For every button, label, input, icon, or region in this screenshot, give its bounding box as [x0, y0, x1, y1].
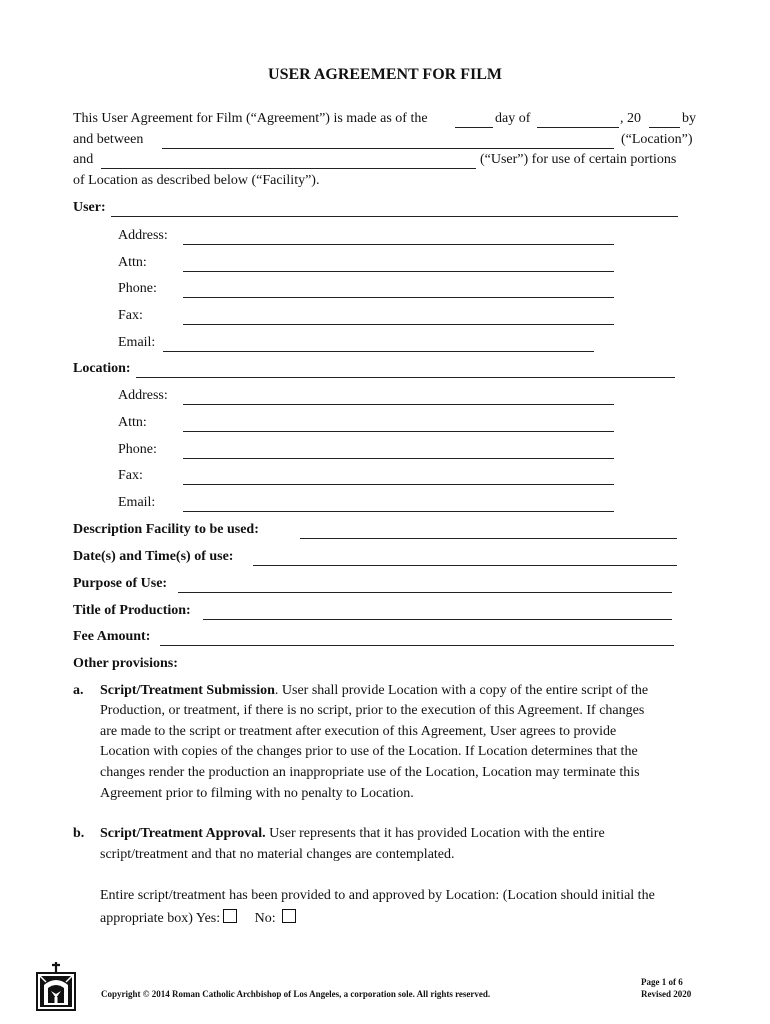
- location-phone-blank[interactable]: [183, 458, 614, 459]
- provision-a-heading: Script/Treatment Submission: [100, 683, 275, 698]
- month-blank[interactable]: [537, 127, 619, 128]
- location-fax-blank[interactable]: [183, 484, 614, 485]
- copyright-notice: Copyright © 2014 Roman Catholic Archbishop of Los Angeles, a corporation sole. All rights reserved.: [101, 989, 491, 999]
- fee-label: Fee Amount:: [73, 629, 151, 644]
- provision-a-line-5: changes render the production an inappropriate use of the Location, Location may terminate this: [100, 765, 640, 780]
- location-name-blank[interactable]: [162, 148, 614, 149]
- provision-a-line-1: [100, 683, 648, 699]
- user-name-blank[interactable]: [101, 168, 476, 169]
- location-attn-label: Attn:: [118, 415, 147, 430]
- approval-line-1: Entire script/treatment has been provided to and approved by Location: (Location should initial the: [100, 888, 655, 903]
- provision-b-line-1: [100, 826, 605, 842]
- approval-line-2: [100, 909, 296, 927]
- location-fax-label: Fax:: [118, 468, 143, 483]
- intro-line-3-text-b: (“User”) for use of certain portions: [480, 152, 677, 167]
- provision-a-text-1: . User shall provide Location with a copy of the entire script of the: [274, 683, 649, 698]
- archdiocese-logo-icon: [36, 961, 76, 1011]
- user-phone-blank[interactable]: [183, 297, 614, 298]
- location-email-blank[interactable]: [183, 511, 614, 512]
- intro-line-1-text-d: by: [682, 111, 696, 126]
- provision-a-line-3: are made to the script or treatment after execution of this Agreement, User agrees to provide: [100, 724, 617, 739]
- user-fax-label: Fax:: [118, 308, 143, 323]
- intro-line-2-text-a: and between: [73, 132, 144, 147]
- provision-a-line-2: Production, or treatment, if there is no script, prior to the execution of this Agreement. If changes: [100, 703, 645, 718]
- user-attn-label: Attn:: [118, 255, 147, 270]
- user-email-blank[interactable]: [163, 351, 594, 352]
- production-title-blank[interactable]: [203, 619, 672, 620]
- user-phone-label: Phone:: [118, 281, 157, 296]
- location-attn-blank[interactable]: [183, 431, 614, 432]
- user-address-label: Address:: [118, 228, 168, 243]
- production-title-label: Title of Production:: [73, 603, 191, 618]
- intro-line-1-text-a: This User Agreement for Film (“Agreement”) is made as of the: [73, 111, 428, 126]
- user-blank[interactable]: [111, 216, 678, 217]
- provision-b-heading: Script/Treatment Approval.: [100, 826, 266, 841]
- intro-line-1-text-c: , 20: [620, 111, 641, 126]
- location-address-blank[interactable]: [183, 404, 614, 405]
- location-address-label: Address:: [118, 388, 168, 403]
- provision-b-marker: b.: [73, 826, 85, 841]
- document-title: USER AGREEMENT FOR FILM: [268, 66, 502, 83]
- intro-line-3-text-a: and: [73, 152, 94, 167]
- yes-label: appropriate box) Yes:: [100, 911, 221, 926]
- description-label: Description Facility to be used:: [73, 522, 259, 537]
- user-label: User:: [73, 200, 106, 215]
- dates-label: Date(s) and Time(s) of use:: [73, 549, 234, 564]
- intro-line-1-text-b: day of: [495, 111, 531, 126]
- page-number: Page 1 of 6: [641, 977, 683, 987]
- provision-a-marker: a.: [73, 683, 84, 698]
- year-blank[interactable]: [649, 127, 680, 128]
- location-phone-label: Phone:: [118, 442, 157, 457]
- provision-b-line-2: script/treatment and that no material changes are contemplated.: [100, 847, 455, 862]
- description-blank[interactable]: [300, 538, 677, 539]
- provision-b-text-1: User represents that it has provided Location with the entire: [265, 826, 605, 841]
- day-blank[interactable]: [455, 127, 493, 128]
- user-fax-blank[interactable]: [183, 324, 614, 325]
- no-label: No:: [254, 911, 276, 926]
- revised-date: Revised 2020: [641, 989, 692, 999]
- user-attn-blank[interactable]: [183, 271, 614, 272]
- fee-blank[interactable]: [160, 645, 674, 646]
- yes-checkbox[interactable]: [223, 909, 237, 923]
- purpose-label: Purpose of Use:: [73, 576, 168, 591]
- user-address-blank[interactable]: [183, 244, 614, 245]
- intro-line-4: of Location as described below (“Facility”).: [73, 173, 320, 188]
- purpose-blank[interactable]: [178, 592, 672, 593]
- location-blank[interactable]: [136, 377, 675, 378]
- location-email-label: Email:: [118, 495, 156, 510]
- intro-line-2-text-b: (“Location”): [621, 132, 693, 147]
- other-provisions-heading: Other provisions:: [73, 656, 178, 671]
- user-email-label: Email:: [118, 335, 156, 350]
- location-label: Location:: [73, 361, 131, 376]
- dates-blank[interactable]: [253, 565, 677, 566]
- provision-a-line-6: Agreement prior to filming with no penalty to Location.: [100, 786, 414, 801]
- provision-a-line-4: Location with copies of the changes prior to use of the Location. If Location determines that the: [100, 744, 638, 759]
- no-checkbox[interactable]: [282, 909, 296, 923]
